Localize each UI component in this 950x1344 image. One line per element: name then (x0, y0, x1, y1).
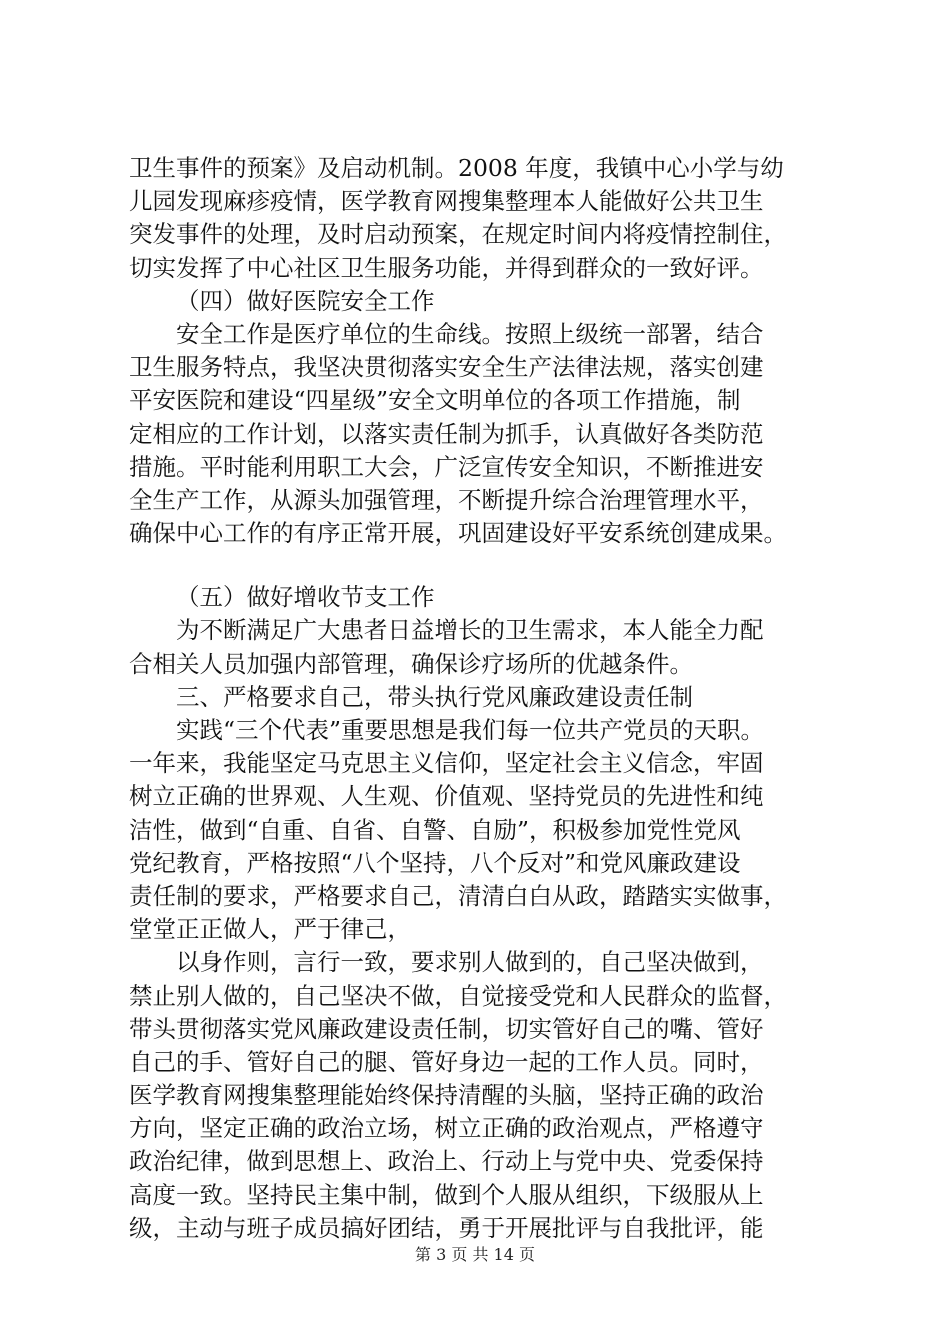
text-line: 卫生服务特点，我坚决贯彻落实安全生产法律法规，落实创建 (129, 353, 764, 382)
text-line: 以身作则，言行一致，要求别人做到的，自己坚决做到， (176, 948, 764, 977)
text-line: 树立正确的世界观、人生观、价值观、坚持党员的先进性和纯 (129, 782, 764, 811)
text-line: 带头贯彻落实党风廉政建设责任制，切实管好自己的嘴、管好 (129, 1014, 764, 1043)
text-line: 切实发挥了中心社区卫生服务功能，并得到群众的一致好评。 (129, 253, 764, 282)
text-line: 堂堂正正做人，严于律己， (129, 915, 411, 944)
text-line: 方向，坚定正确的政治立场，树立正确的政治观点，严格遵守 (129, 1114, 764, 1143)
text-line: 级，主动与班子成员搞好团结，勇于开展批评与自我批评，能 (129, 1213, 764, 1242)
text-line: 自己的手、管好自己的腿、管好身边一起的工作人员。同时， (129, 1047, 764, 1076)
paragraph-spacer (129, 550, 829, 581)
text-line: 合相关人员加强内部管理，确保诊疗场所的优越条件。 (129, 649, 693, 678)
text-line: 定相应的工作计划，以落实责任制为抓手，认真做好各类防范 (129, 419, 764, 448)
text-line: 政治纪律，做到思想上、政治上、行动上与党中央、党委保持 (129, 1147, 764, 1176)
text-line: 三、严格要求自己，带头执行党风廉政建设责任制 (176, 682, 693, 711)
text-line: 为不断满足广大患者日益增长的卫生需求，本人能全力配 (176, 616, 764, 645)
text-line: 党纪教育，严格按照“八个坚持，八个反对”和党风廉政建设 (129, 848, 741, 877)
text-line: （五）做好增收节支工作 (176, 583, 435, 612)
text-line: 平安医院和建设“四星级”安全文明单位的各项工作措施，制 (129, 386, 741, 415)
text-line: （四）做好医院安全工作 (176, 286, 435, 315)
page-footer: 第 3 页 共 14 页 (415, 1245, 535, 1264)
text-line: 措施。平时能利用职工大会，广泛宣传安全知识，不断推进安 (129, 452, 764, 481)
text-line: 实践“三个代表”重要思想是我们每一位共产党员的天职。 (176, 716, 765, 744)
text-line: 突发事件的处理，及时启动预案，在规定时间内将疫情控制住， (129, 220, 787, 249)
document-body (129, 152, 829, 1245)
text-line: 禁止别人做的，自己坚决不做，自觉接受党和人民群众的监督， (129, 981, 787, 1010)
text-line: 确保中心工作的有序正常开展，巩固建设好平安系统创建成果。 (129, 519, 787, 548)
text-line: 医学教育网搜集整理能始终保持清醒的头脑，坚持正确的政治 (129, 1081, 764, 1110)
text-line: 儿园发现麻疹疫情，医学教育网搜集整理本人能做好公共卫生 (129, 187, 764, 216)
text-line: 卫生事件的预案》及启动机制。2008 年度，我镇中心小学与幼 (129, 154, 784, 182)
text-line: 安全工作是医疗单位的生命线。按照上级统一部署，结合 (176, 319, 764, 348)
text-line: 洁性，做到“自重、自省、自警、自励”，积极参加党性党风 (129, 815, 741, 844)
text-line: 责任制的要求，严格要求自己，清清白白从政，踏踏实实做事， (129, 881, 787, 910)
text-line: 全生产工作，从源头加强管理，不断提升综合治理管理水平， (129, 485, 764, 514)
text-line: 高度一致。坚持民主集中制，做到个人服从组织，下级服从上 (129, 1180, 764, 1209)
text-line: 一年来，我能坚定马克思主义信仰，坚定社会主义信念，牢固 (129, 749, 764, 778)
